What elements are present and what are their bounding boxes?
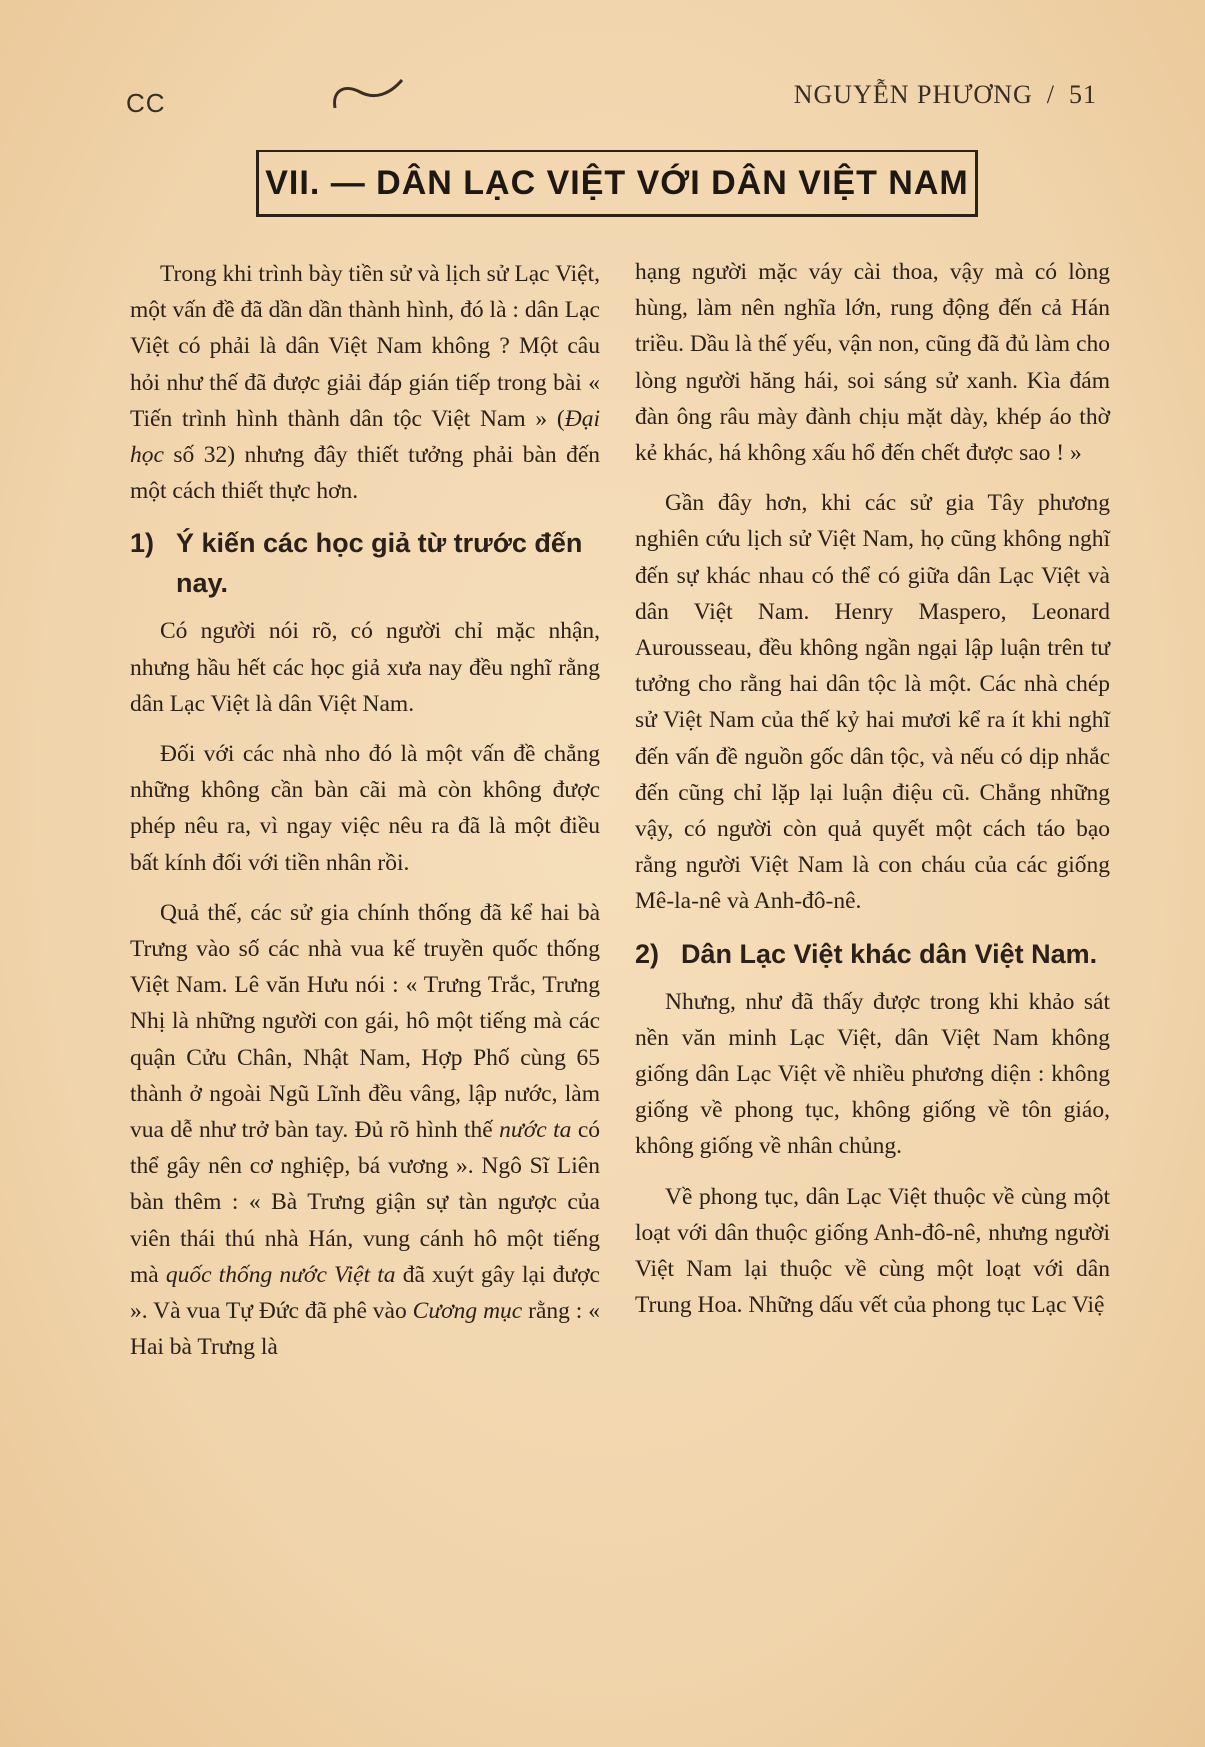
paragraph-4: Gần đây hơn, khi các sử gia Tây phương nghiên cứu lịch sử Việt Nam, họ cũng không nghĩ đến sự khác nhau có thể có giữa dân Lạc Việt và dân Việt Nam. Henry Maspero, Leonard Aurousseau, đều không ngần ngại lập luận trên tư tưởng cho rằng hai dân tộc là một. Các nhà chép sử Việt Nam của thế kỷ hai mươi kể ra ít khi nghĩ đến vấn đề nguồn gốc dân tộc, và nếu có dịp nhắc đến cũng chỉ lặp lại luận điệu cũ. Chẳng những vậy, có người còn quả quyết một cách táo bạo rằng người Việt Nam là con cháu của các giống Mê-la-nê và Anh-đô-nê. [635,490,1110,915]
paragraph-6: Về phong tục, dân Lạc Việt thuộc về cùng một loạt với dân thuộc giống Anh-đô-nê, nhưng người Việt Nam lại thuộc về cùng một loạt với dân Trung Hoa. Những dấu vết của phong tục Lạc Việ [635,1183,1110,1319]
author-name: NGUYỄN PHƯƠNG [793,80,1033,109]
left-column [130,256,600,1379]
paragraph-3: Quả thế, các sử gia chính thống đã kể hai bà Trưng vào số các nhà vua kế truyền quốc thống Việt Nam. Lê văn Hưu nói : « Trưng Trắc, Trưng Nhị là những người con gái, hô một tiếng mà các quận Cửu Chân, Nhật Nam, Hợp Phố cùng 65 thành ở ngoài Ngũ Lĩnh đều vâng, lập nước, làm vua dễ như trở bàn tay. Đủ rõ hình thế nước ta có thể gây nên cơ nghiệp, bá vương ». Ngô Sĩ Liên bàn thêm : « Bà Trưng giận sự tàn ngược của viên thái thú nhà Hán, vung cánh hô một tiếng mà quốc thống nước Việt ta đã xuýt gây lại được ». Và vua Tự Đức đã phê vào Cương mục rằng : « Hai bà Trưng là [130,899,600,1361]
paragraph-1: Có người nói rõ, có người chỉ mặc nhận, nhưng hầu hết các học giả xưa nay đều nghĩ rằng dân Lạc Việt là dân Việt Nam. [130,618,600,717]
heading-2 [635,934,1110,974]
header-separator: / [1046,80,1055,109]
intro-paragraph: Trong khi trình bày tiền sử và lịch sử Lạc Việt, một vấn đề đã dần dần thành hình, đó là : dân Lạc Việt có phải là dân Việt Nam không ? Một câu hỏi như thế đã được giải đáp gián tiếp trong bài « Tiến trình hình thành dân tộc Việt Nam » (Đại học số 32) nhưng đây thiết tưởng phải bàn đến một cách thiết thực hơn. [130,261,600,505]
heading-2-text: Dân Lạc Việt khác dân Việt Nam. [681,938,1098,969]
right-column [635,254,1110,1337]
heading-2-number: 2) [635,938,660,969]
section-title-box [256,150,978,217]
paragraph-2: Đối với các nhà nho đó là một vấn đề chẳng những không cần bàn cãi mà còn không được phép nêu ra, vì ngay việc nêu ra đã là một điều bất kính đối với tiền nhân rồi. [130,741,600,876]
pen-squiggle-icon [330,70,420,120]
paragraph-3-continued: hạng người mặc váy cài thoa, vậy mà có lòng hùng, làm nên nghĩa lớn, rung động đến cả Hán triều. Dầu là thế yếu, vận non, cũng đã đủ làm cho lòng người hăng hái, soi sáng sử xanh. Kìa đám đàn ông râu mày đành chịu mặt dày, khép áo thờ kẻ khác, há không xấu hổ đến chết được sao ! » [635,259,1110,467]
running-header [794,80,1097,110]
heading-1-text: Ý kiến các học giả từ trước đến nay. [176,528,583,599]
heading-1 [130,523,600,603]
page-number: 51 [1069,80,1097,109]
section-title: VII. — DÂN LẠC VIỆT VỚI DÂN VIỆT NAM [265,163,969,202]
paragraph-5: Nhưng, như đã thấy được trong khi khảo sát nền văn minh Lạc Việt, dân Việt Nam không giống dân Lạc Việt về nhiều phương diện : không giống về phong tục, không giống về tôn giáo, không giống về nhân chủng. [635,988,1110,1160]
header-left-mark: CC [126,88,166,118]
heading-1-number: 1) [130,528,155,559]
